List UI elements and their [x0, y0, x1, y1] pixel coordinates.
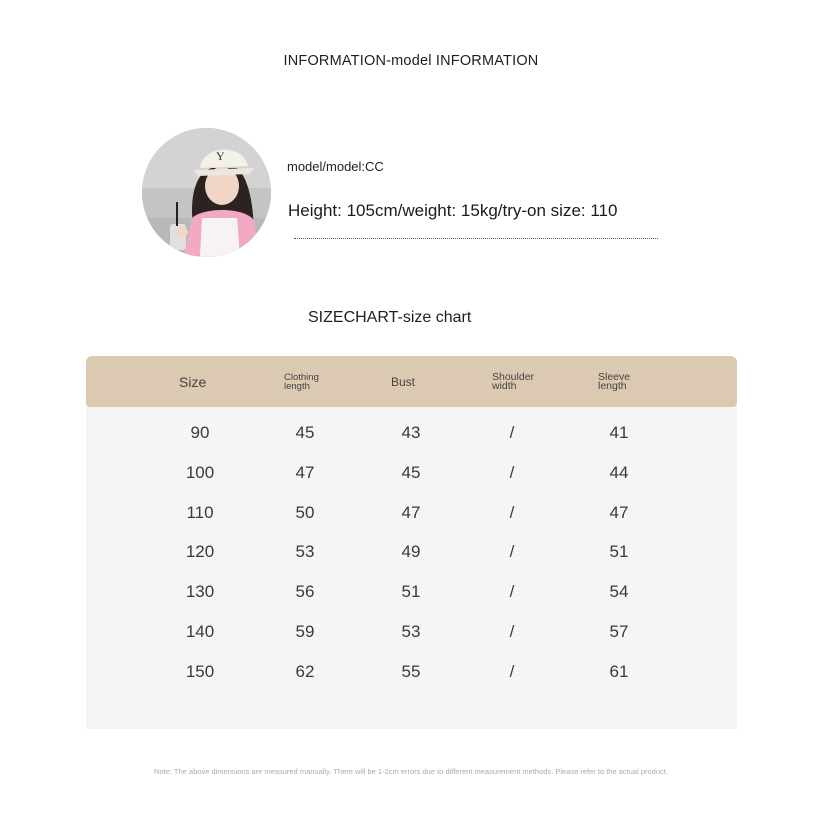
table-row [86, 493, 737, 533]
cell-bust: 43 [401, 423, 421, 442]
table-row [86, 453, 737, 493]
column-header-size: Size [179, 373, 207, 390]
column-header-shoulder-width: Shoulder width [492, 370, 535, 392]
column-header-sleeve-length: Sleeve length [598, 370, 631, 392]
cell-clothing-length: 47 [295, 463, 315, 482]
cell-shoulder-width: / [509, 503, 515, 522]
model-stats: Height: 105cm/weight: 15kg/try-on size: 110 [288, 201, 618, 220]
cell-shoulder-width: / [509, 463, 515, 482]
cell-bust: 53 [401, 622, 421, 641]
cell-clothing-length: 59 [295, 622, 315, 641]
table-row [86, 612, 737, 652]
cell-shoulder-width: / [509, 542, 515, 561]
cell-shoulder-width: / [509, 662, 515, 681]
cell-bust: 51 [401, 582, 421, 601]
size-chart-title: SIZECHART-size chart [308, 309, 472, 326]
cell-sleeve-length: 61 [609, 662, 629, 681]
cell-size: 110 [186, 503, 214, 522]
table-row [86, 532, 737, 572]
cell-bust: 47 [401, 503, 421, 522]
cell-sleeve-length: 41 [609, 423, 629, 442]
cell-sleeve-length: 44 [609, 463, 629, 482]
table-row [86, 413, 737, 453]
table-header [86, 356, 737, 407]
cell-shoulder-width: / [509, 582, 515, 601]
cell-sleeve-length: 57 [609, 622, 629, 641]
cell-bust: 45 [401, 463, 421, 482]
cell-size: 130 [185, 582, 215, 601]
cell-clothing-length: 62 [295, 662, 315, 681]
cell-size: 100 [185, 463, 215, 482]
divider [294, 238, 658, 239]
measurement-note: Note: The above dimensions are measured manually. There will be 1-2cm errors due to different measurement methods. Please refer to the actual product. [154, 767, 668, 776]
cell-bust: 49 [401, 542, 421, 561]
cell-size: 120 [185, 542, 215, 561]
cell-shoulder-width: / [509, 622, 515, 641]
column-header-clothing-length: Clothing length [284, 371, 319, 392]
cell-sleeve-length: 47 [609, 503, 629, 522]
cell-sleeve-length: 51 [609, 542, 629, 561]
cell-clothing-length: 45 [295, 423, 315, 442]
column-header-bust: Bust [391, 374, 416, 389]
cell-size: 90 [190, 423, 210, 442]
cell-shoulder-width: / [509, 423, 515, 442]
model-name: model/model:CC [287, 159, 384, 174]
cell-clothing-length: 56 [295, 582, 315, 601]
table-row [86, 572, 737, 612]
cell-clothing-length: 53 [295, 542, 315, 561]
girl-in-cap-photo-icon [142, 128, 271, 257]
cell-sleeve-length: 54 [609, 582, 629, 601]
svg-text:Y: Y [216, 149, 225, 163]
cell-size: 150 [185, 662, 215, 681]
size-table [86, 356, 737, 729]
cell-clothing-length: 50 [295, 503, 315, 522]
cell-size: 140 [185, 622, 215, 641]
model-photo [142, 128, 271, 257]
table-row [86, 652, 737, 692]
cell-bust: 55 [401, 662, 421, 681]
page-title: INFORMATION-model INFORMATION [283, 53, 539, 69]
